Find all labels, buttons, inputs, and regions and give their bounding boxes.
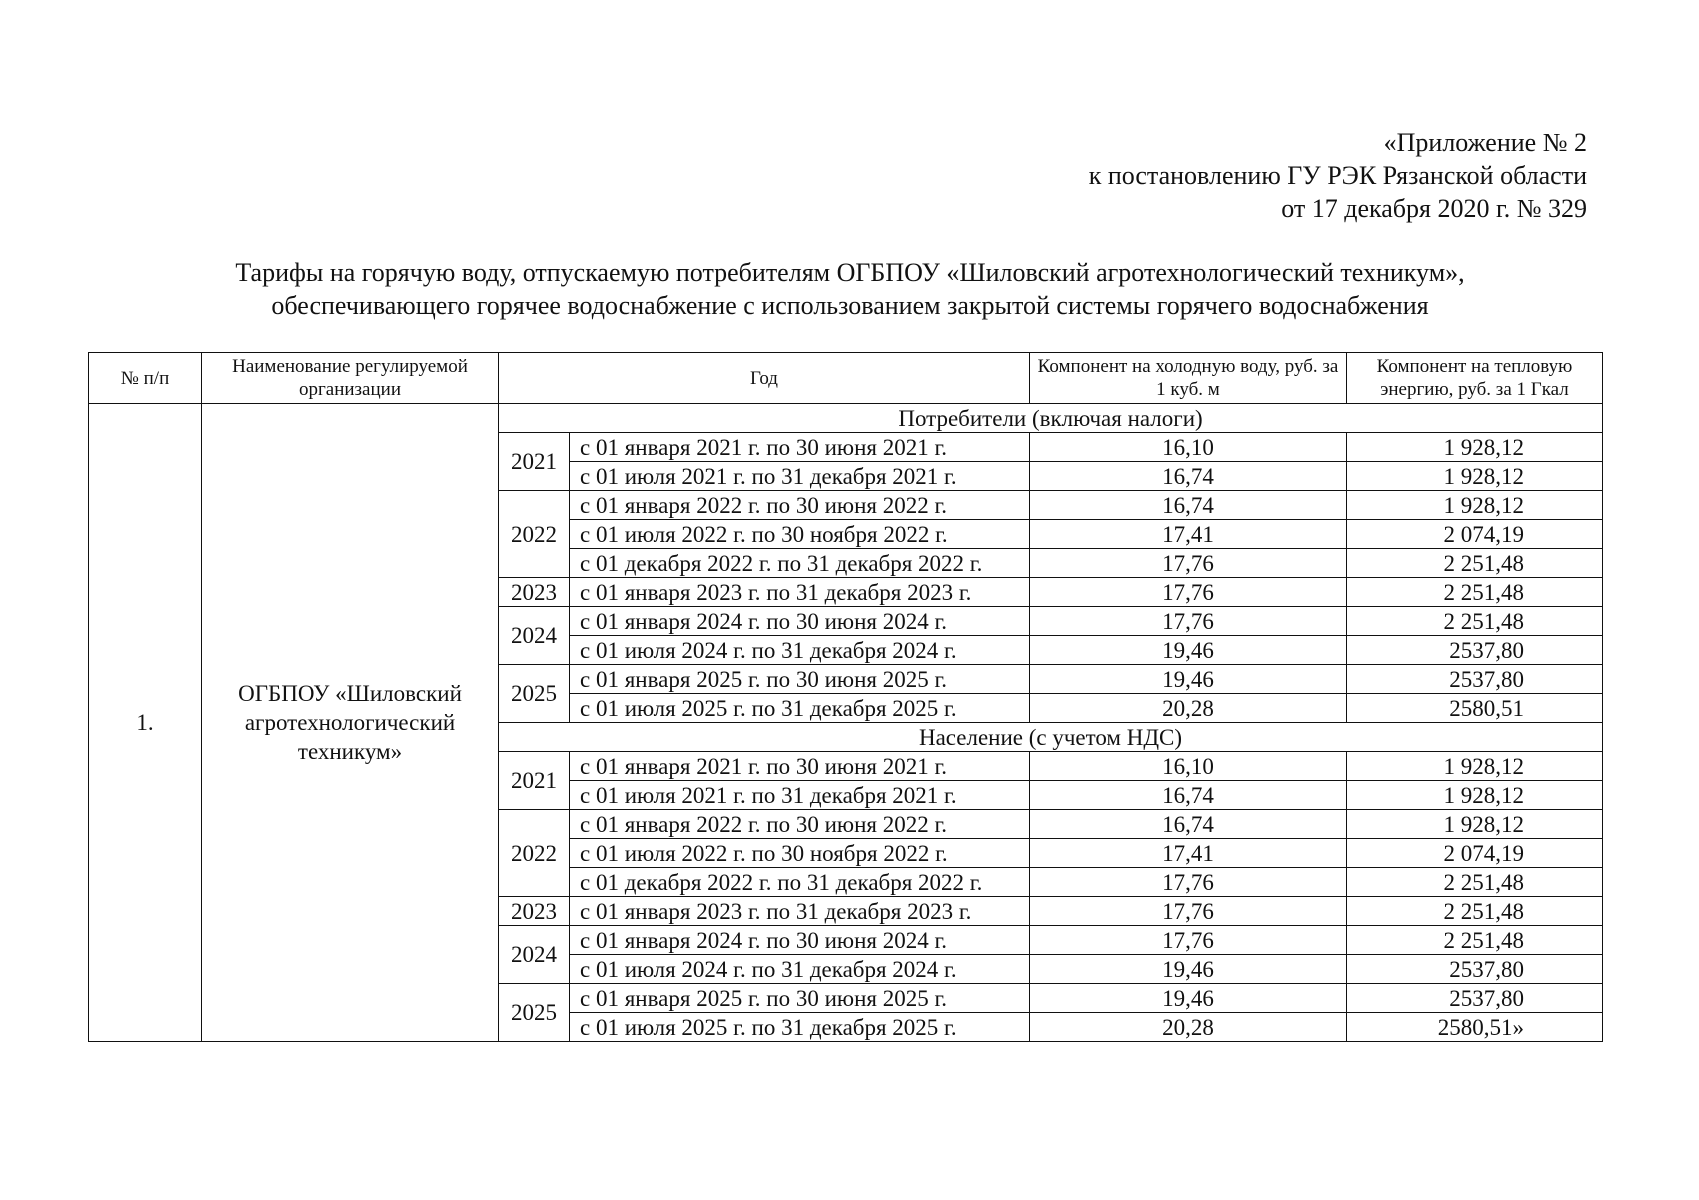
period-cell: с 01 декабря 2022 г. по 31 декабря 2022 г. xyxy=(570,868,1030,897)
year-cell: 2024 xyxy=(499,607,570,665)
cold-water-value: 19,46 xyxy=(1030,636,1347,665)
heat-energy-value: 2537,80 xyxy=(1347,955,1603,984)
period-cell: с 01 июля 2024 г. по 31 декабря 2024 г. xyxy=(570,636,1030,665)
header-cold-water: Компонент на холодную воду, руб. за 1 куб. м xyxy=(1030,353,1347,404)
cold-water-value: 17,76 xyxy=(1030,868,1347,897)
year-cell: 2021 xyxy=(499,433,570,491)
group-title: Потребители (включая налоги) xyxy=(499,404,1603,433)
group-row xyxy=(89,404,1603,433)
period-cell: с 01 января 2024 г. по 30 июня 2024 г. xyxy=(570,926,1030,955)
year-cell: 2025 xyxy=(499,665,570,723)
period-cell: с 01 июля 2025 г. по 31 декабря 2025 г. xyxy=(570,1013,1030,1042)
cold-water-value: 16,10 xyxy=(1030,752,1347,781)
cold-water-value: 16,74 xyxy=(1030,810,1347,839)
cold-water-value: 19,46 xyxy=(1030,955,1347,984)
tariff-table xyxy=(88,352,1603,1042)
period-cell: с 01 июля 2021 г. по 31 декабря 2021 г. xyxy=(570,781,1030,810)
period-cell: с 01 января 2021 г. по 30 июня 2021 г. xyxy=(570,433,1030,462)
year-cell: 2022 xyxy=(499,810,570,897)
header-num: № п/п xyxy=(89,353,202,404)
heat-energy-value: 2537,80 xyxy=(1347,665,1603,694)
period-cell: с 01 января 2024 г. по 30 июня 2024 г. xyxy=(570,607,1030,636)
group-title: Население (с учетом НДС) xyxy=(499,723,1603,752)
table-body xyxy=(89,404,1603,1042)
period-cell: с 01 января 2021 г. по 30 июня 2021 г. xyxy=(570,752,1030,781)
heat-energy-value: 1 928,12 xyxy=(1347,462,1603,491)
cold-water-value: 17,41 xyxy=(1030,520,1347,549)
year-cell: 2023 xyxy=(499,578,570,607)
appendix-line-1: «Приложение № 2 xyxy=(1383,128,1587,157)
table-header-row xyxy=(89,353,1603,404)
cold-water-value: 19,46 xyxy=(1030,984,1347,1013)
period-cell: с 01 июля 2025 г. по 31 декабря 2025 г. xyxy=(570,694,1030,723)
document-title xyxy=(80,256,1620,322)
heat-energy-value: 2 251,48 xyxy=(1347,549,1603,578)
appendix-line-2: к постановлению ГУ РЭК Рязанской области xyxy=(1088,161,1587,190)
heat-energy-value: 1 928,12 xyxy=(1347,433,1603,462)
period-cell: с 01 января 2022 г. по 30 июня 2022 г. xyxy=(570,810,1030,839)
cold-water-value: 20,28 xyxy=(1030,1013,1347,1042)
header-year: Год xyxy=(499,353,1030,404)
cold-water-value: 20,28 xyxy=(1030,694,1347,723)
organization-name: ОГБПОУ «Шиловский агротехнологический техникум» xyxy=(202,404,499,1042)
heat-energy-value: 1 928,12 xyxy=(1347,810,1603,839)
cold-water-value: 16,74 xyxy=(1030,491,1347,520)
year-cell: 2021 xyxy=(499,752,570,810)
cold-water-value: 17,76 xyxy=(1030,897,1347,926)
period-cell: с 01 июля 2022 г. по 30 ноября 2022 г. xyxy=(570,839,1030,868)
row-number: 1. xyxy=(89,404,202,1042)
period-cell: с 01 января 2025 г. по 30 июня 2025 г. xyxy=(570,984,1030,1013)
period-cell: с 01 января 2023 г. по 31 декабря 2023 г. xyxy=(570,897,1030,926)
heat-energy-value: 2 074,19 xyxy=(1347,520,1603,549)
cold-water-value: 16,74 xyxy=(1030,462,1347,491)
year-cell: 2024 xyxy=(499,926,570,984)
heat-energy-value: 1 928,12 xyxy=(1347,752,1603,781)
period-cell: с 01 июля 2022 г. по 30 ноября 2022 г. xyxy=(570,520,1030,549)
heat-energy-value: 2 251,48 xyxy=(1347,926,1603,955)
heat-energy-value: 2537,80 xyxy=(1347,636,1603,665)
cold-water-value: 17,76 xyxy=(1030,578,1347,607)
heat-energy-value: 2 074,19 xyxy=(1347,839,1603,868)
year-cell: 2023 xyxy=(499,897,570,926)
cold-water-value: 16,74 xyxy=(1030,781,1347,810)
cold-water-value: 17,76 xyxy=(1030,926,1347,955)
cold-water-value: 17,76 xyxy=(1030,607,1347,636)
appendix-reference xyxy=(1089,126,1587,225)
heat-energy-value: 1 928,12 xyxy=(1347,781,1603,810)
period-cell: с 01 января 2025 г. по 30 июня 2025 г. xyxy=(570,665,1030,694)
period-cell: с 01 января 2022 г. по 30 июня 2022 г. xyxy=(570,491,1030,520)
heat-energy-value: 2 251,48 xyxy=(1347,607,1603,636)
period-cell: с 01 декабря 2022 г. по 31 декабря 2022 г. xyxy=(570,549,1030,578)
cold-water-value: 16,10 xyxy=(1030,433,1347,462)
heat-energy-value: 1 928,12 xyxy=(1347,491,1603,520)
year-cell: 2025 xyxy=(499,984,570,1042)
heat-energy-value: 2 251,48 xyxy=(1347,897,1603,926)
cold-water-value: 17,76 xyxy=(1030,549,1347,578)
title-line-2: обеспечивающего горячее водоснабжение с использованием закрытой системы горячего водоснабжения xyxy=(271,291,1429,320)
header-heat-energy: Компонент на тепловую энергию, руб. за 1 Гкал xyxy=(1347,353,1603,404)
heat-energy-value: 2580,51» xyxy=(1347,1013,1603,1042)
cold-water-value: 19,46 xyxy=(1030,665,1347,694)
cold-water-value: 17,41 xyxy=(1030,839,1347,868)
header-org: Наименование регулируемой организации xyxy=(202,353,499,404)
year-cell: 2022 xyxy=(499,491,570,578)
period-cell: с 01 июля 2021 г. по 31 декабря 2021 г. xyxy=(570,462,1030,491)
period-cell: с 01 января 2023 г. по 31 декабря 2023 г. xyxy=(570,578,1030,607)
appendix-line-3: от 17 декабря 2020 г. № 329 xyxy=(1281,194,1587,223)
title-line-1: Тарифы на горячую воду, отпускаемую потребителям ОГБПОУ «Шиловский агротехнологический техникум», xyxy=(235,258,1465,287)
heat-energy-value: 2537,80 xyxy=(1347,984,1603,1013)
period-cell: с 01 июля 2024 г. по 31 декабря 2024 г. xyxy=(570,955,1030,984)
heat-energy-value: 2580,51 xyxy=(1347,694,1603,723)
heat-energy-value: 2 251,48 xyxy=(1347,868,1603,897)
heat-energy-value: 2 251,48 xyxy=(1347,578,1603,607)
